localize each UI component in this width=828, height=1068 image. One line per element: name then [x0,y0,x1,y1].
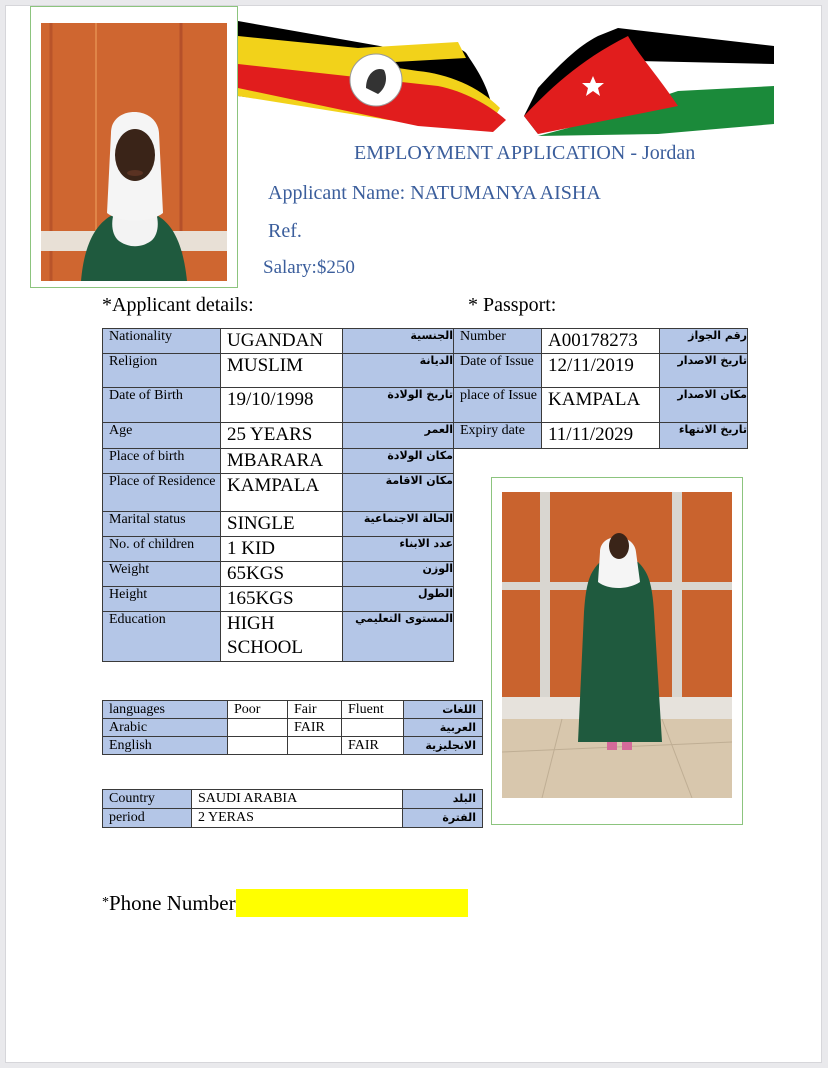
language-label: English [103,737,228,755]
table-row [454,329,748,354]
field-label: Education [103,612,221,662]
field-value: HIGH SCHOOL [221,612,343,662]
table-row [103,737,483,755]
field-label-arabic: الطول [343,587,454,612]
field-value: KAMPALA [542,388,660,423]
field-label: Religion [103,354,221,388]
language-fair-cell: FAIR [288,719,342,737]
table-row [103,537,454,562]
table-row [103,449,454,474]
flags-handshake-banner [238,16,774,142]
field-label-arabic: تاريخ الولادة [343,388,454,423]
table-row [103,719,483,737]
form-title: EMPLOYMENT APPLICATION - Jordan [354,142,696,164]
language-label-arabic: الانجليزية [404,737,483,755]
language-label: Arabic [103,719,228,737]
field-label-arabic: الوزن [343,562,454,587]
field-value: MBARARA [221,449,343,474]
passport-heading: * Passport: [468,294,557,316]
field-value: 11/11/2029 [542,423,660,449]
applicant-details-heading: *Applicant details: [102,294,254,316]
applicant-name-value: NATUMANYA AISHA [410,182,601,204]
field-label: Marital status [103,512,221,537]
applicant-name-label: Applicant Name: [268,182,406,204]
field-label-arabic: عدد الابناء [343,537,454,562]
field-value: MUSLIM [221,354,343,388]
field-value: UGANDAN [221,329,343,354]
field-value: 25 YEARS [221,423,343,449]
field-label: Date of Issue [454,354,542,388]
table-row [454,354,748,388]
field-label-arabic: تاريخ الاصدار [660,354,748,388]
experience-label: Country [103,790,192,809]
field-label-arabic: المستوى التعليمي [343,612,454,662]
field-label: Number [454,329,542,354]
table-row [103,790,483,809]
field-value: 12/11/2019 [542,354,660,388]
languages-table [102,700,483,755]
language-fluent-cell [342,719,404,737]
table-row [103,562,454,587]
field-label-arabic: الحالة الاجتماعية [343,512,454,537]
experience-label-arabic: البلد [403,790,483,809]
portrait-photo-frame [30,6,238,288]
language-poor-cell [228,719,288,737]
field-label: Age [103,423,221,449]
field-label: No. of children [103,537,221,562]
experience-label-arabic: الفترة [403,809,483,828]
field-label-arabic: رقم الجواز [660,329,748,354]
table-row [103,354,454,388]
application-page [5,5,822,1063]
applicant-details-table [102,328,454,662]
table-row [103,809,483,828]
table-row [103,612,454,662]
experience-value: SAUDI ARABIA [192,790,403,809]
passport-table [453,328,748,449]
field-value: 19/10/1998 [221,388,343,423]
experience-table [102,789,483,828]
fair-column-header: Fair [288,701,342,719]
table-row [103,423,454,449]
table-row [103,388,454,423]
phone-required-marker: * [102,895,109,910]
full-body-photo [502,492,732,798]
field-value: 165KGS [221,587,343,612]
field-label-arabic: مكان الاقامة [343,474,454,512]
salary-label: Salary:$250 [263,257,355,278]
table-row [103,587,454,612]
field-value: 1 KID [221,537,343,562]
phone-number-line [102,889,468,917]
poor-column-header: Poor [228,701,288,719]
phone-number-label: Phone Number [109,891,236,915]
table-row [454,388,748,423]
field-label: Weight [103,562,221,587]
field-label: Place of Residence [103,474,221,512]
field-value: SINGLE [221,512,343,537]
field-label: Nationality [103,329,221,354]
field-value: 65KGS [221,562,343,587]
table-row [103,512,454,537]
table-row [103,474,454,512]
table-row [454,423,748,449]
languages-header-label: languages [103,701,228,719]
language-label-arabic: العربية [404,719,483,737]
table-row [103,329,454,354]
languages-header-arabic: اللغات [404,701,483,719]
experience-label: period [103,809,192,828]
field-label-arabic: مكان الاصدار [660,388,748,423]
field-label: Height [103,587,221,612]
portrait-photo [41,23,227,281]
experience-value: 2 YERAS [192,809,403,828]
field-label: Date of Birth [103,388,221,423]
field-label-arabic: مكان الولادة [343,449,454,474]
ref-label: Ref. [268,220,302,242]
field-label-arabic: العمر [343,423,454,449]
field-label: Place of birth [103,449,221,474]
phone-number-field[interactable] [236,889,468,917]
full-body-photo-frame [491,477,743,825]
field-label-arabic: الديانة [343,354,454,388]
field-label: Expiry date [454,423,542,449]
field-label-arabic: تاريخ الانتهاء [660,423,748,449]
table-row [103,701,483,719]
field-value: KAMPALA [221,474,343,512]
language-fluent-cell: FAIR [342,737,404,755]
language-fair-cell [288,737,342,755]
fluent-column-header: Fluent [342,701,404,719]
field-value: A00178273 [542,329,660,354]
field-label-arabic: الجنسية [343,329,454,354]
language-poor-cell [228,737,288,755]
field-label: place of Issue [454,388,542,423]
applicant-name-line [268,182,601,205]
